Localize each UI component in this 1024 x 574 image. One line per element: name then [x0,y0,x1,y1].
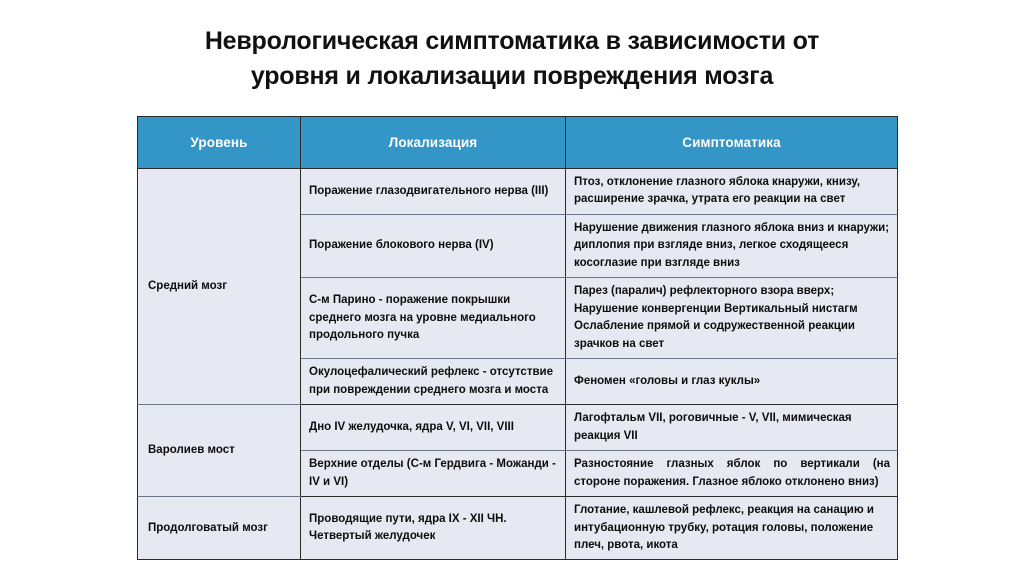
column-header-localization: Локализация [301,117,566,169]
cell-level: Варолиев мост [138,405,301,497]
cell-symptoms: Глотание, кашлевой рефлекс, реакция на санацию и интубационную трубку, ротация головы, положение плеч, рвота, икота [566,497,898,560]
symptoms-table-container [137,116,897,560]
cell-symptoms: Парез (паралич) рефлекторного взора вверх; Нарушение конвергенции Вертикальный нистагм Ослабление прямой и содружественной реакции зрачков на свет [566,278,898,359]
cell-symptoms: Птоз, отклонение глазного яблока кнаружи, книзу, расширение зрачка, утрата его реакции на свет [566,169,898,215]
page-title-line-1: Неврологическая симптоматика в зависимости от [204,27,820,55]
cell-symptoms: Феномен «головы и глаз куклы» [566,359,898,405]
table-body [138,169,898,560]
cell-localization: Проводящие пути, ядра IX - XII ЧН. Четвертый желудочек [301,497,566,560]
page-title-line-2: уровня и локализации повреждения мозга [250,61,774,90]
table-row [138,497,898,560]
cell-symptoms: Лагофтальм VII, роговичные - V, VII, мимическая реакция VII [566,405,898,451]
page-title [112,0,912,93]
cell-localization: Поражение глазодвигательного нерва (III) [301,169,566,215]
column-header-level: Уровень [138,117,301,169]
cell-level: Средний мозг [138,169,301,405]
table-header-row [138,117,898,169]
table-header [138,117,898,169]
cell-localization: Окулоцефалический рефлекс - отсутствие при повреждении среднего мозга и моста [301,359,566,405]
table-row [138,169,898,215]
cell-localization: Верхние отделы (С-м Гердвига - Можанди - IV и VI) [301,451,566,497]
table-row [138,405,898,451]
cell-localization: Поражение блокового нерва (IV) [301,214,566,277]
column-header-symptoms: Симптоматика [566,117,898,169]
cell-localization: С-м Парино - поражение покрышки среднего мозга на уровне медиального продольного пучка [301,278,566,359]
cell-symptoms: Нарушение движения глазного яблока вниз и кнаружи; диплопия при взгляде вниз, легкое сходящееся косоглазие при взгляде вниз [566,214,898,277]
symptoms-table [137,116,898,560]
cell-localization: Дно IV желудочка, ядра V, VI, VII, VIII [301,405,566,451]
cell-symptoms: Разностояние глазных яблок по вертикали (на стороне поражения. Глазное яблоко отклонено вниз) [566,451,898,497]
cell-level: Продолговатый мозг [138,497,301,560]
